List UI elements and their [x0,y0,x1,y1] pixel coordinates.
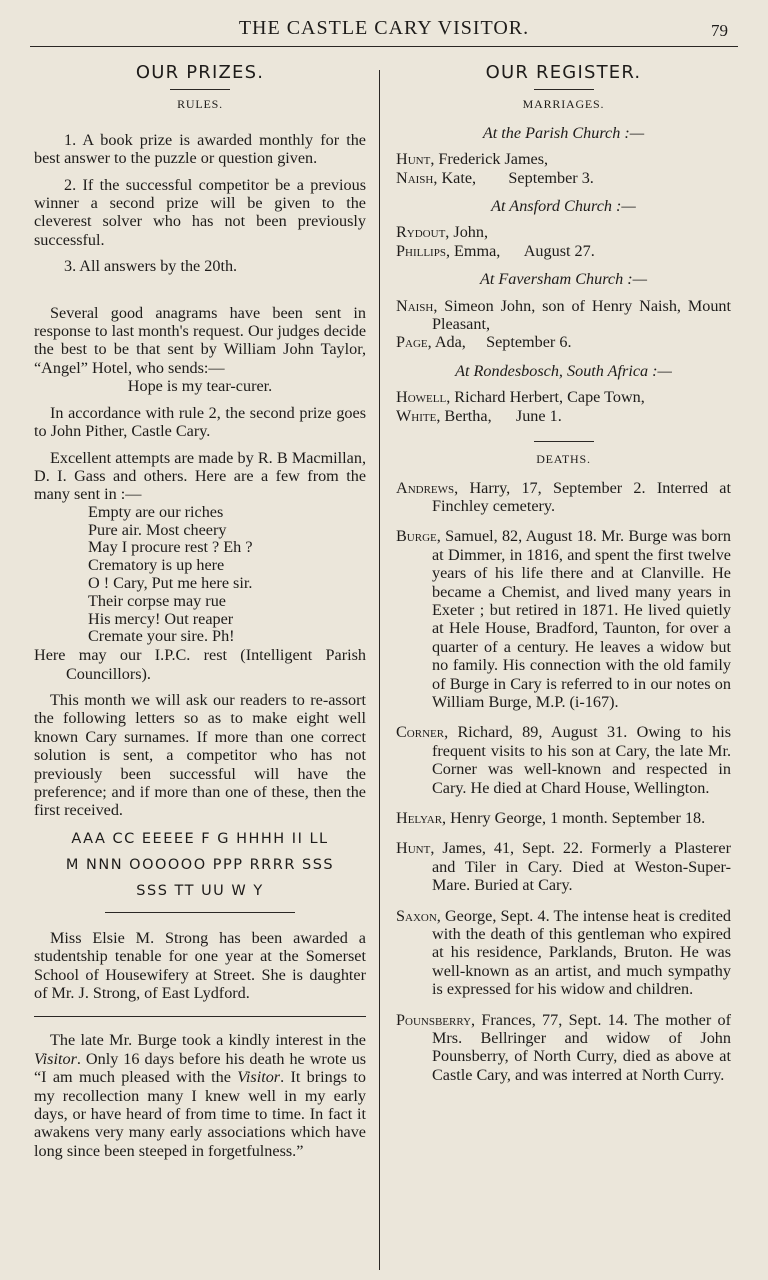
marriage-group [396,270,731,352]
death-entry: Saxon, George, Sept. 4. The intense heat is credited with the death of this gentleman who expired at his residence, Parklands, Bruton. He was well-known as an artist, and much sympathy is expressed for his widow and children. [396,906,731,999]
marriage-place: At Rondesbosch, South Africa :— [455,361,672,380]
register-title: OUR REGISTER. [485,62,642,83]
poem-line: Pure air. Most cheery [88,520,227,539]
poem-line: Their corpse may rue [88,591,226,610]
visitor-title: Visitor [34,1049,77,1068]
poem-last-line: Here may our I.P.C. rest (Intelligent Parish Councillors). [34,646,366,683]
letters-line: M NNN OOOOOO PPP RRRR SSS [65,856,335,873]
register-column [396,60,731,1084]
marriage-place: At Ansford Church :— [491,197,636,216]
anagram-intro-paragraph: Several good anagrams have been sent in response to last month's request. Our judges decide the best to be that sent by William John Taylor, “Angel” Hotel, who sends:— [34,303,366,377]
register-title-rule [534,89,594,90]
marriage-place: At the Parish Church :— [482,123,645,142]
poem-line: Crematory is up here [88,556,225,575]
section-rule [105,912,295,913]
poem-line: O ! Cary, Put me here sir. [88,573,253,592]
prizes-column [34,60,366,1160]
column-divider [379,70,380,1270]
poem-line: Empty are our riches [88,502,224,521]
death-entry: Corner, Richard, 89, August 31. Owing to his frequent visits to his son at Cary, the late Mr. Corner was well-known and respected in Cary. He died at Chard House, Wellington. [396,723,731,797]
death-entry: Pounsberry, Frances, 77, Sept. 14. The mother of Mrs. Bellringer and widow of John Pounsberry, of North Curry, died as above at Castle Cary, and was interred at North Curry. [396,1010,731,1084]
rule-item: 3. All answers by the 20th. [64,257,238,276]
section-rule [34,1016,366,1017]
winning-anagram: Hope is my tear-curer. [127,377,273,396]
header-rule [30,46,738,47]
strong-paragraph: Miss Elsie M. Strong has been awarded a studentship tenable for one year at the Somerset School of Housewifery at Street. She is daughter of Mr. J. Strong, of East Lydford. [34,928,366,1002]
visitor-title: Visitor [237,1068,281,1087]
marriage-line: Howell, Richard Herbert, Cape Town, [396,388,645,407]
page-header [0,0,768,50]
letters-line: AAA CC EEEEE F G HHHH II LL [71,830,329,847]
prizes-title-rule [170,89,230,90]
prizes-title: OUR PRIZES. [135,62,265,83]
page-number: 79 [711,21,728,40]
marriage-line: White, Bertha, June 1. [396,406,562,425]
deaths-rule [534,441,594,442]
marriage-line: Naish, Kate, September 3. [396,168,594,187]
marriage-group [396,197,731,260]
marriages-heading: MARRIAGES. [522,97,605,112]
death-entry: Andrews, Harry, 17, September 2. Interred at Finchley cemetery. [396,478,731,515]
marriage-line: Hunt, Frederick James, [396,150,549,169]
marriage-line: Page, Ada, September 6. [396,333,572,352]
death-entry: Burge, Samuel, 82, August 18. Mr. Burge was born at Dimmer, in 1816, and spent the first twelve years of his life there and at Clanville. He became a Chemist, and lived many years in Exeter ; but retired in 1871. He lived quietly at Hele House, Bradford, Taunton, for over a quarter of a century. He leaves a widow but no family. His connection with the old family of Burge in Cary is referred to in our notes on William Burge, M.P. (i-167). [396,527,731,711]
attempts-paragraph: Excellent attempts are made by R. B Macmillan, D. I. Gass and others. Here are a few from the many sent in :— [34,448,366,504]
death-entry: Helyar, Henry George, 1 month. September 18. [396,809,706,827]
marriage-group [396,362,731,425]
rule-item: 1. A book prize is awarded monthly for the best answer to the puzzle or question given. [34,130,366,168]
anagram-poem [88,504,366,646]
puzzle-paragraph: This month we will ask our readers to re-assort the following letters so as to make eight well known Cary surnames. If more than one correct solution is sent, a competitor who has not previously been successful will have the preference; and if more than one of these, then the first received. [34,690,366,820]
death-entry: Hunt, James, 41, Sept. 22. Formerly a Plasterer and Tiler in Cary. Died at Weston-Super-Mare. Buried at Cary. [396,839,731,895]
poem-line: His mercy! Out reaper [88,609,234,628]
rule-item: 2. If the successful competitor be a previous winner a second prize will be given to the cleverest solver who has not been previously successful. [34,175,366,249]
marriage-place: At Faversham Church :— [479,270,648,289]
poem-line: May I procure rest ? Eh ? [88,538,253,557]
marriage-line: Phillips, Emma, August 27. [396,241,595,260]
puzzle-letters [34,826,366,904]
publication-title: THE CASTLE CARY VISITOR. [238,17,530,39]
rules-heading: RULES. [177,97,223,112]
letters-line: SSS TT UU W Y [136,882,264,899]
deaths-heading: DEATHS. [536,452,591,467]
marriage-group [396,124,731,187]
poem-line: Cremate your sire. Ph! [88,627,235,646]
second-prize-paragraph: In accordance with rule 2, the second prize goes to John Pither, Castle Cary. [34,403,366,441]
burge-paragraph: The late Mr. Burge took a kindly interest in the Visitor. Only 16 days before his death he wrote us “I am much pleased with the Visitor. It brings to my recollection many I knew well in my early days, or have heard of from time to time. In fact it awakens very many early associations which have long since been steeped in forgetfulness.” [34,1031,366,1160]
marriage-line: Naish, Simeon John, son of Henry Naish, Mount Pleasant, [396,296,731,334]
marriage-line: Rydout, John, [396,223,489,242]
